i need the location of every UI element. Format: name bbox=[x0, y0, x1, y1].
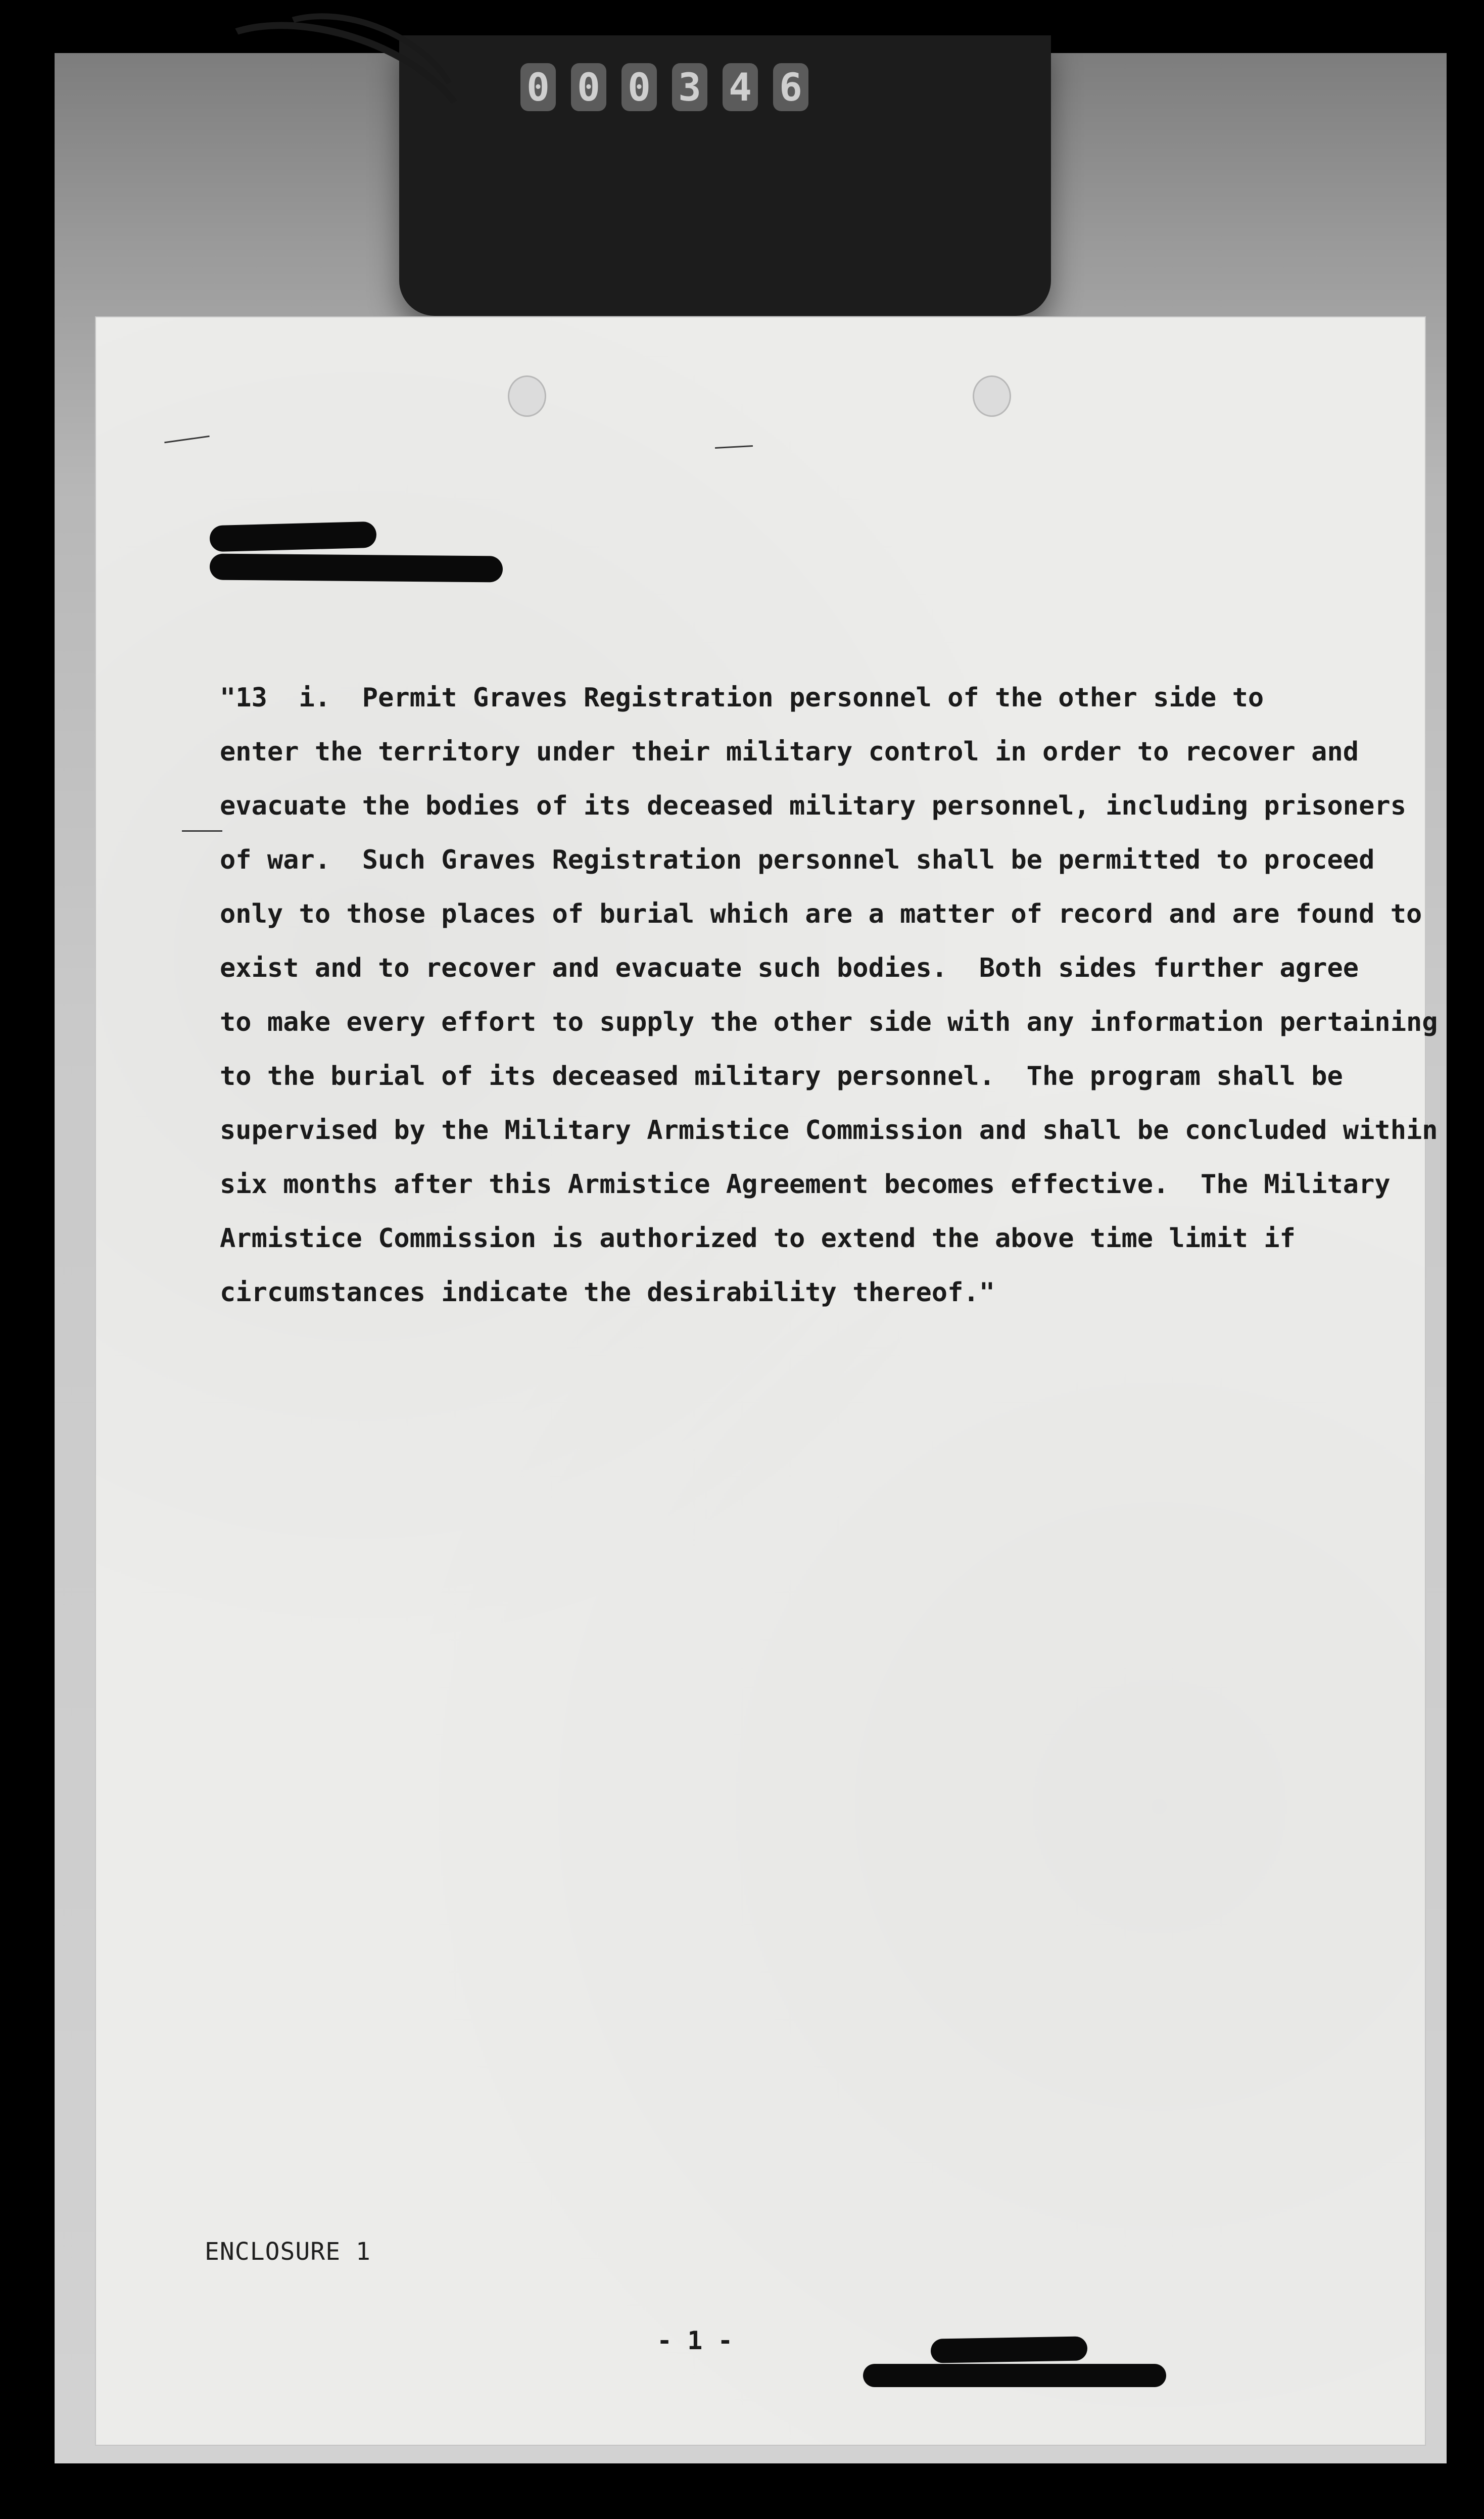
body-line: to the burial of its deceased military personnel. The program shall be bbox=[220, 1061, 1343, 1091]
body-line: "13 i. Permit Graves Registration personnel of the other side to bbox=[220, 683, 1264, 713]
body-line: circumstances indicate the desirability thereof." bbox=[220, 1277, 995, 1308]
stray-mark bbox=[164, 436, 210, 443]
stray-mark bbox=[182, 830, 222, 832]
body-line: to make every effort to supply the other side with any information pertaining bbox=[220, 1007, 1438, 1037]
redaction-bar bbox=[931, 2336, 1088, 2363]
frame-counter-device bbox=[399, 35, 1051, 316]
counter-digit: 4 bbox=[723, 63, 758, 111]
counter-digit: 0 bbox=[520, 63, 556, 111]
document-page bbox=[96, 317, 1438, 2445]
redaction-bar bbox=[210, 553, 503, 582]
body-line: exist and to recover and evacuate such bodies. Both sides further agree bbox=[220, 953, 1359, 983]
body-line: of war. Such Graves Registration personnel shall be permitted to proceed bbox=[220, 845, 1375, 875]
redaction-bar bbox=[209, 521, 376, 552]
counter-digit: 0 bbox=[571, 63, 606, 111]
body-line: evacuate the bodies of its deceased military personnel, including prisoners bbox=[220, 791, 1406, 821]
body-line: six months after this Armistice Agreement becomes effective. The Military bbox=[220, 1169, 1391, 1200]
body-line: Armistice Commission is authorized to extend the above time limit if bbox=[220, 1223, 1296, 1254]
body-line: only to those places of burial which are a matter of record and are found to bbox=[220, 899, 1422, 929]
enclosure-label: ENCLOSURE 1 bbox=[205, 2238, 371, 2266]
punch-hole bbox=[973, 375, 1011, 417]
frame-counter-digits bbox=[520, 63, 808, 111]
body-line: enter the territory under their military control in order to recover and bbox=[220, 737, 1359, 767]
stray-mark bbox=[715, 445, 753, 449]
redaction-bar bbox=[863, 2364, 1166, 2387]
counter-digit: 6 bbox=[773, 63, 808, 111]
document-body bbox=[220, 671, 1438, 1320]
counter-digit: 3 bbox=[672, 63, 707, 111]
page-number: - 1 - bbox=[657, 2326, 733, 2355]
body-line: supervised by the Military Armistice Commission and shall be concluded within bbox=[220, 1115, 1438, 1146]
punch-hole bbox=[508, 375, 546, 417]
counter-digit: 0 bbox=[621, 63, 657, 111]
